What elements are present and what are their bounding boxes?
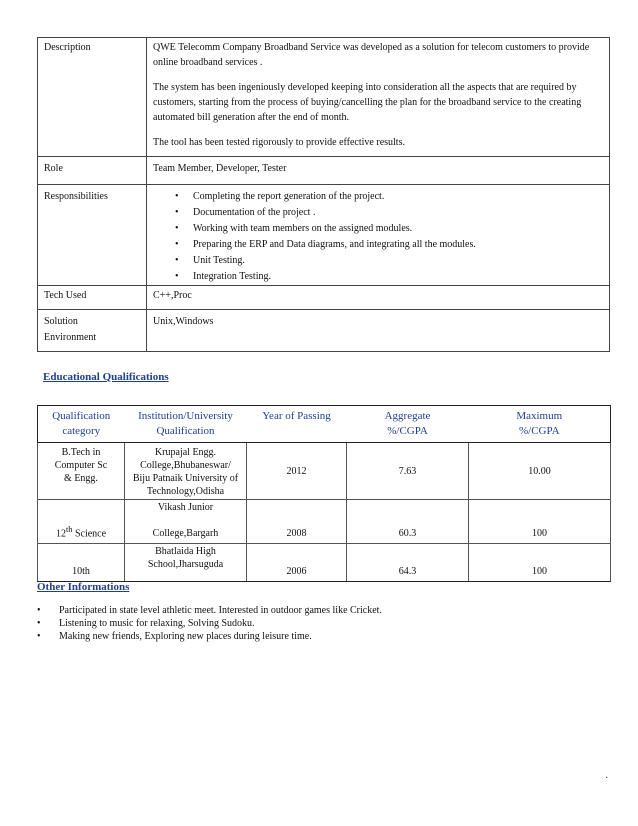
bullet-icon: • xyxy=(37,605,41,616)
header-text: %/CGPA xyxy=(387,425,428,437)
header-maximum xyxy=(469,406,611,443)
description-paragraph: The system has been ingeniously developed keeping into consideration all the aspects that are required by customers, starting from the process of buying/cancelling the plan for the broadband service to the creating automated bill generation after the end of month. xyxy=(153,82,582,123)
list-item xyxy=(153,221,603,237)
description-cell xyxy=(147,38,610,157)
list-item xyxy=(153,205,603,221)
tech-used-value: C++,Proc xyxy=(147,286,610,310)
cell-text: College,Bargarh xyxy=(152,528,219,539)
superscript: th xyxy=(65,524,73,534)
maximum-cell: 100 xyxy=(469,500,611,544)
table-row xyxy=(38,500,611,544)
year-cell: 2008 xyxy=(247,500,347,544)
bullet-icon: • xyxy=(175,223,179,234)
table-row xyxy=(38,443,611,500)
header-text: Maximum xyxy=(516,410,563,422)
other-info-text: Listening to music for relaxing, Solving Sudoku. xyxy=(59,618,255,629)
list-item xyxy=(153,189,603,205)
solution-environment-value: Unix,Windows xyxy=(147,310,610,352)
bullet-icon: • xyxy=(37,618,41,629)
header-year: Year of Passing xyxy=(247,406,347,443)
responsibilities-list xyxy=(153,189,603,285)
institution-cell xyxy=(125,443,247,500)
solution-environment-label xyxy=(38,310,147,352)
header-text: Qualification xyxy=(156,425,215,437)
bullet-icon: • xyxy=(175,271,179,282)
header-qualification xyxy=(38,406,125,443)
cell-text: College,Bhubaneswar/ xyxy=(140,460,231,471)
cell-text: B.Tech in xyxy=(61,447,101,458)
list-item xyxy=(153,253,603,269)
tech-used-label: Tech Used xyxy=(38,286,147,310)
qualification-cell: 10th xyxy=(38,544,125,582)
env-label-line: Environment xyxy=(44,332,97,343)
responsibility-text: Working with team members on the assigned modules. xyxy=(193,223,413,234)
responsibility-text: Completing the report generation of the project. xyxy=(193,191,385,202)
cell-text: Biju Patnaik University of xyxy=(132,473,239,484)
cell-text: & Engg. xyxy=(64,473,98,484)
cell-text: 12 xyxy=(55,528,66,539)
description-paragraph: QWE Telecomm Company Broadband Service was developed as a solution for telecom customers to provide online broadband services . xyxy=(153,42,590,68)
institution-cell xyxy=(125,500,247,544)
description-label: Description xyxy=(38,38,147,157)
responsibility-text: Documentation of the project . xyxy=(193,207,316,218)
cell-text: Computer Sc xyxy=(54,460,108,471)
aggregate-cell: 60.3 xyxy=(347,500,469,544)
header-institution xyxy=(125,406,247,443)
cell-text: School,Jharsuguda xyxy=(147,559,224,570)
bullet-icon: • xyxy=(37,631,41,642)
page-mark: . xyxy=(605,770,608,781)
role-label: Role xyxy=(38,157,147,185)
year-cell: 2006 xyxy=(247,544,347,582)
list-item xyxy=(37,604,382,617)
description-paragraph: The tool has been tested rigorously to provide effective results. xyxy=(153,137,405,148)
other-informations-heading: Other Informations xyxy=(37,581,130,593)
responsibilities-label: Responsibilities xyxy=(38,185,147,286)
cell-text: Science xyxy=(72,528,107,539)
header-text: Institution/University xyxy=(138,410,233,422)
table-header-row xyxy=(38,406,611,443)
header-aggregate xyxy=(347,406,469,443)
table-row xyxy=(38,544,611,582)
table-row xyxy=(38,157,610,185)
header-text: Qualification xyxy=(52,410,111,422)
table-row xyxy=(38,38,610,157)
table-row xyxy=(38,286,610,310)
institution-cell xyxy=(125,544,247,582)
list-item xyxy=(153,269,603,285)
other-info-text: Participated in state level athletic meet. Interested in outdoor games like Cricket. xyxy=(59,605,382,616)
header-text: Aggregate xyxy=(384,410,431,422)
list-item xyxy=(37,630,382,643)
maximum-cell: 100 xyxy=(469,544,611,582)
table-row xyxy=(38,310,610,352)
educational-qualifications-heading: Educational Qualifications xyxy=(43,371,169,383)
cell-text: Bhatlaida High xyxy=(155,546,216,557)
table-row xyxy=(38,185,610,286)
header-text: %/CGPA xyxy=(518,425,560,437)
aggregate-cell: 64.3 xyxy=(347,544,469,582)
responsibility-text: Integration Testing. xyxy=(193,271,271,282)
responsibility-text: Preparing the ERP and Data diagrams, and integrating all the modules. xyxy=(193,239,476,250)
bullet-icon: • xyxy=(175,191,179,202)
bullet-icon: • xyxy=(175,255,179,266)
cell-text: Krupajal Engg. xyxy=(154,447,217,458)
aggregate-cell: 7.63 xyxy=(347,443,469,500)
education-table xyxy=(37,405,611,582)
responsibility-text: Unit Testing. xyxy=(193,255,245,266)
bullet-icon: • xyxy=(175,207,179,218)
cell-text: Technology,Odisha xyxy=(146,486,225,497)
year-cell: 2012 xyxy=(247,443,347,500)
header-text: category xyxy=(62,425,101,437)
qualification-cell xyxy=(38,443,125,500)
role-value: Team Member, Developer, Tester xyxy=(147,157,610,185)
list-item xyxy=(37,617,382,630)
env-label-line: Solution xyxy=(44,316,78,327)
project-details-table xyxy=(37,37,610,352)
responsibilities-cell xyxy=(147,185,610,286)
list-item xyxy=(153,237,603,253)
other-info-text: Making new friends, Exploring new places during leisure time. xyxy=(59,631,312,642)
maximum-cell: 10.00 xyxy=(469,443,611,500)
bullet-icon: • xyxy=(175,239,179,250)
qualification-cell xyxy=(38,500,125,544)
cell-text: Vikash Junior xyxy=(157,502,214,513)
other-info-list xyxy=(37,604,382,643)
